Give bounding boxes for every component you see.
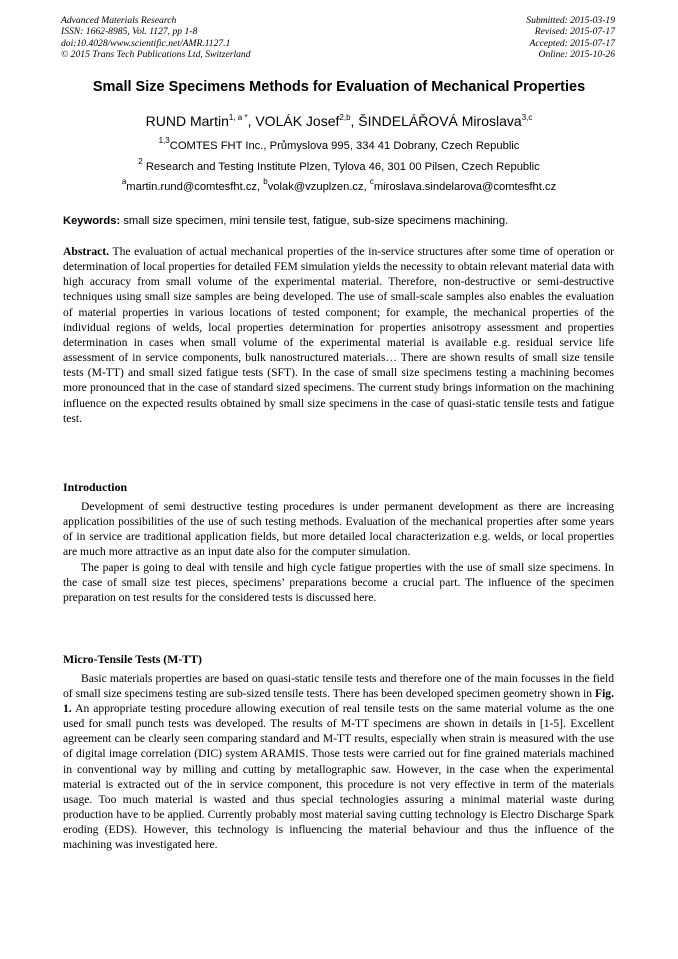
section-heading-micro-tensile: Micro-Tensile Tests (M-TT): [63, 652, 202, 666]
email-mark: a: [121, 177, 127, 186]
abstract-label: Abstract.: [63, 245, 110, 258]
micro-tensile-body: [63, 671, 614, 852]
paragraph: The paper is going to deal with tensile and high cycle fatigue properties with the use of small size specimens. In the case of small size test pieces, specimens’ preparations become a crucial part. The influence of the specimen preparation on test results for the considered tests is discussed here.: [63, 560, 614, 604]
keywords-label: Keywords:: [63, 215, 121, 227]
email-mark: b: [263, 177, 268, 186]
author-affiliation-mark: 3,c: [521, 113, 533, 122]
keywords: [63, 215, 623, 227]
keywords-text: small size specimen, mini tensile test, fatigue, sub-size specimens machining.: [120, 215, 509, 227]
journal-name: Advanced Materials Research: [61, 15, 177, 26]
introduction-body: [63, 499, 614, 605]
email-link[interactable]: martin.rund@comtesfht.cz,: [126, 181, 264, 193]
affiliation-mark: 1,3: [158, 136, 170, 145]
paragraph-text: An appropriate testing procedure allowing execution of real tensile tests on the same material volume as the one used for small punch tests was developed. The results of M-TT specimens are shown in details in [1-5]. Excellent agreement can be clearly seen comparing standard and M-TT results, especially when strain is measured with the use of digital image correlation (DIC) system ARAMIS. Those tests were carried out for fine grained materials machined in conventional way by milling and cutting by metallographic saw. However, in the case when the experimental material is extracted out of the in service component, this procedure is not very effective in term of the materials usage. Too much material is wasted and thus special technologies assuring a minimal material waste during production have to be applied. Currently probably most material saving cutting technology is Electro Discharge Spark eroding (EDS). However, this technology is influencing the material behaviour and thus the influence of the machining was investigated here.: [63, 702, 614, 852]
affiliation-mark: 2: [138, 157, 143, 166]
online-date: Online: 2015-10-26: [538, 48, 615, 60]
affiliation-text: COMTES FHT Inc., Průmyslova 995, 334 41 Dobrany, Czech Republic: [169, 140, 520, 152]
paragraph: Development of semi destructive testing procedures is under permanent development as there are increasing application possibilities of the use of such testing methods. Evaluation of the mechanical properties after some years of in service are traditional application fields, but more detailed local characterization e.g. welds, or local properties are much more attractive as an input date also for the computer simulation.: [63, 500, 614, 559]
author-separator: ,: [350, 113, 359, 129]
paragraph-text: Basic materials properties are based on quasi-static tensile tests and therefore one of the main focusses in the field of small size specimens testing are sub-sized tensile tests. There has been developed specimen geometry shown in: [63, 672, 614, 701]
paper-title: Small Size Specimens Methods for Evaluation of Mechanical Properties: [92, 79, 586, 95]
submission-dates: [526, 15, 615, 60]
author-list: [0, 113, 678, 129]
author-name: VOLÁK Josef: [255, 113, 340, 129]
affiliation-text: Research and Testing Institute Plzen, Tylova 46, 301 00 Pilsen, Czech Republic: [142, 161, 540, 173]
accepted-date: Accepted: 2015-07-17: [529, 37, 615, 49]
revised-date: Revised: 2015-07-17: [534, 26, 615, 38]
journal-issn: ISSN: 1662-8985, Vol. 1127, pp 1-8: [61, 26, 198, 38]
email-link[interactable]: volak@vzuplzen.cz,: [267, 181, 370, 193]
affiliation-2: [0, 157, 678, 173]
author-separator: ,: [247, 113, 256, 129]
email-mark: c: [369, 177, 374, 186]
abstract: [63, 244, 614, 426]
author-affiliation-mark: 2,b: [339, 113, 351, 122]
figure-reference[interactable]: Fig. 1.: [63, 687, 614, 716]
affiliation-1: [0, 136, 678, 152]
author-name: RUND Martin: [145, 113, 229, 129]
submitted-date: Submitted: 2015-03-19: [526, 15, 615, 26]
abstract-text: The evaluation of actual mechanical properties of the in-service structures after some time of operation or determination of local properties for detailed FEM simulation yields the necessity to obtain relevant material data with high accuracy from small volume of the experimental material. Therefore, non-destructive or semi-destructive techniques using small size samples are being developed. The use of small-scale samples also enables the evaluation of material properties in various locations of tested component; for example, the mechanical properties of the individual regions of welds, local properties determination for properties anisotropy assessment and properties determination in cases when small volume of the experimental material is available e.g. residual service life assessment of in service components, bulk nanostructured materials… There are shown results of small size tensile tests (M-TT) and small sized fatigue tests (SFT). In the case of small size specimens testing a machining becomes more pronounced that in the case of standard sized specimens. The current study brings information on the machining influence on the expected results obtained by small size specimens in the case of quasi-static tensile tests and fatigue test.: [63, 245, 614, 425]
paragraph: [63, 671, 614, 852]
email-link[interactable]: miroslava.sindelarova@comtesfht.cz: [373, 181, 557, 193]
journal-doi[interactable]: doi:10.4028/www.scientific.net/AMR.1127.1: [61, 37, 231, 49]
author-emails: [0, 177, 678, 193]
author-name: ŠINDELÁŘOVÁ Miroslava: [358, 113, 522, 129]
journal-info: [61, 15, 251, 60]
author-affiliation-mark: 1, a *: [228, 113, 248, 122]
journal-copyright: © 2015 Trans Tech Publications Ltd, Switzerland: [61, 48, 251, 60]
section-heading-introduction: Introduction: [63, 480, 128, 494]
